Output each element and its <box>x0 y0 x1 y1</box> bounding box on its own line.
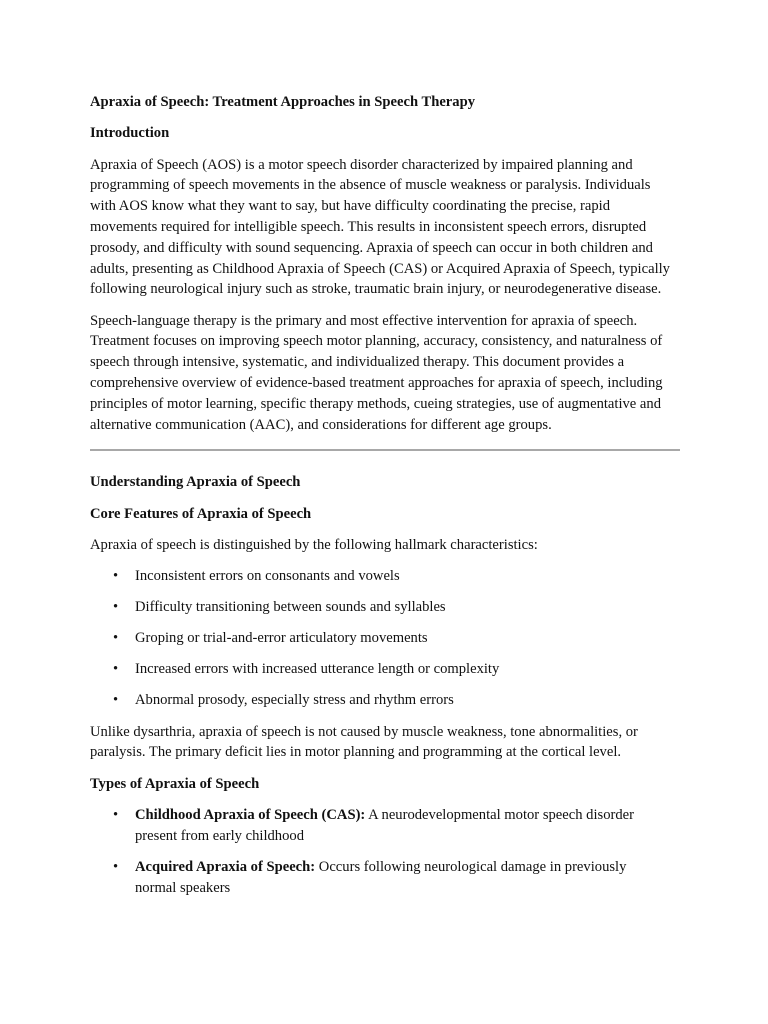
core-features-closing: Unlike dysarthria, apraxia of speech is not caused by muscle weakness, tone abnormalities, or paralysis. The primary deficit lies in motor planning and programming at the cortical level. <box>90 723 638 761</box>
section-divider <box>90 449 680 451</box>
list-item <box>135 805 680 847</box>
type-term: Childhood Apraxia of Speech (CAS): <box>135 806 366 823</box>
introduction-paragraph-1: Apraxia of Speech (AOS) is a motor speech disorder characterized by impaired planning and programming of speech movements in the absence of muscle weakness or paralysis. Individuals with AOS know what they want to say, but have difficulty coordinating the precise, rapid movements required for intelligible speech. This results in inconsistent speech errors, disrupted prosody, and difficulty with sound sequencing. Apraxia of speech can occur in both children and adults, presenting as Childhood Apraxia of Speech (CAS) or Acquired Apraxia of Speech, typically following neurological injury such as stroke, traumatic brain injury, or neurodegenerative disease. <box>90 156 670 298</box>
list-item: • Inconsistent errors on consonants and vowels <box>135 566 680 587</box>
list-item: • Difficulty transitioning between sounds and syllables <box>135 597 680 618</box>
list-item <box>135 857 680 899</box>
document-title: Apraxia of Speech: Treatment Approaches in Speech Therapy <box>90 94 475 110</box>
list-item: • Abnormal prosody, especially stress and rhythm errors <box>135 690 680 711</box>
type-term: Acquired Apraxia of Speech: <box>135 859 316 876</box>
types-list <box>90 805 680 899</box>
core-features-list <box>90 566 680 711</box>
introduction-paragraph-2: Speech-language therapy is the primary and most effective intervention for apraxia of speech. Treatment focuses on improving speech motor planning, accuracy, consistency, and naturalness of speech through intensive, systematic, and individualized therapy. This document provides a comprehensive overview of evidence-based treatment approaches for apraxia of speech, including principles of motor learning, specific therapy methods, cueing strategies, use of augmentative and alternative communication (AAC), and considerations for different age groups. <box>90 312 663 433</box>
type-description: A neurodevelopmental motor speech disorder present from early childhood <box>135 806 634 844</box>
list-item: • Groping or trial-and-error articulatory movements <box>135 628 680 649</box>
type-description: Occurs following neurological damage in previously normal speakers <box>135 859 627 896</box>
introduction-heading: Introduction <box>90 125 170 142</box>
core-features-lead: Apraxia of speech is distinguished by the following hallmark characteristics: <box>90 537 538 554</box>
list-item: • Increased errors with increased utterance length or complexity <box>135 659 680 680</box>
core-features-heading: Core Features of Apraxia of Speech <box>90 505 312 522</box>
understanding-heading: Understanding Apraxia of Speech <box>90 474 301 491</box>
types-heading: Types of Apraxia of Speech <box>90 775 260 792</box>
